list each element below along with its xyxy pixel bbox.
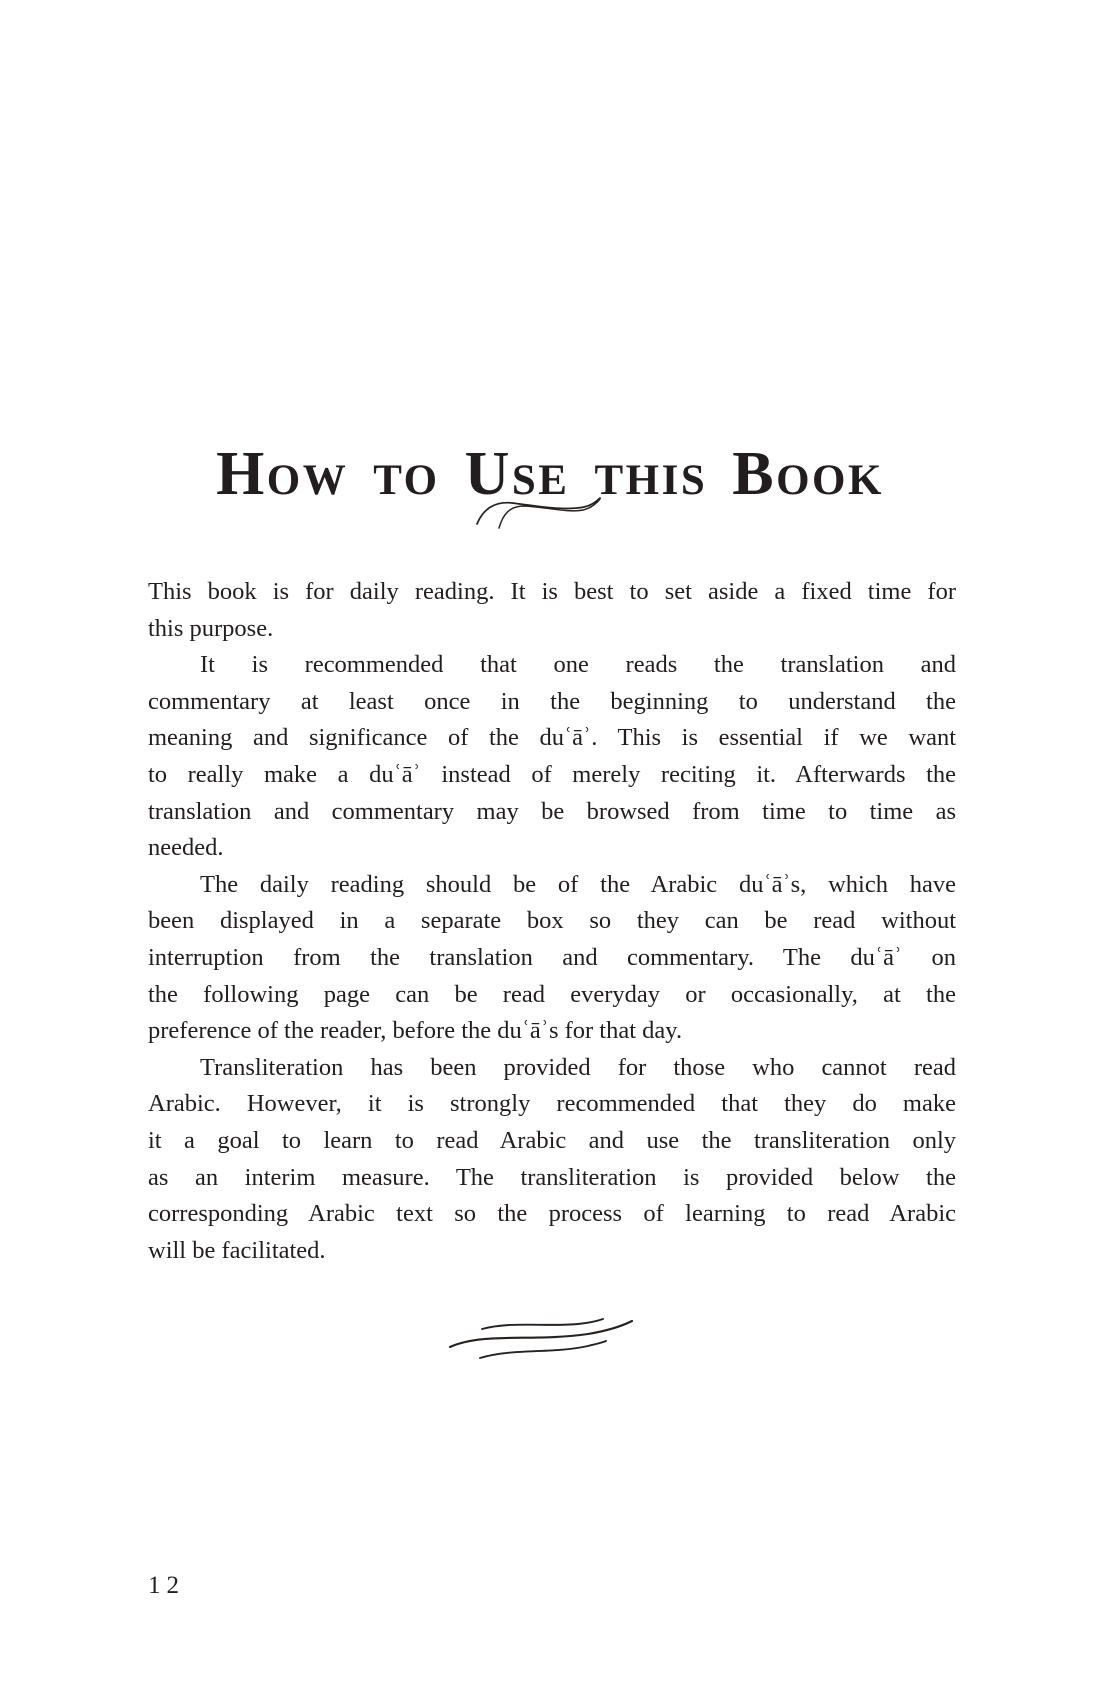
body-line: been displayed in a separate box so they can be read without — [148, 907, 956, 935]
end-flourish-ornament — [448, 1318, 634, 1362]
paragraph — [148, 867, 956, 1050]
body-line: the following page can be read everyday or occasionally, at the — [148, 980, 956, 1008]
body-line: interruption from the translation and commentary. The duʿāʾ on — [148, 943, 956, 971]
body-line: Arabic. However, it is strongly recommended that they do make — [148, 1090, 956, 1118]
paragraph — [148, 647, 956, 867]
paragraph — [148, 1050, 956, 1270]
body-text — [148, 574, 956, 1269]
paragraph — [148, 574, 956, 647]
body-line: Transliteration has been provided for those who cannot read — [200, 1053, 956, 1081]
body-line: This book is for daily reading. It is best to set aside a fixed time for — [148, 578, 956, 605]
title-flourish-ornament — [474, 494, 602, 530]
body-line: preference of the reader, before the duʿāʾs for that day. — [148, 1017, 683, 1045]
body-line: The daily reading should be of the Arabic duʿāʾs, which have — [200, 870, 956, 898]
body-line: will be facilitated. — [148, 1236, 326, 1264]
body-line: meaning and significance of the duʿāʾ. This is essential if we want — [148, 724, 956, 752]
body-line: corresponding Arabic text so the process of learning to read Arabic — [148, 1200, 956, 1228]
chapter-title: How to Use this Book — [216, 439, 884, 508]
body-line: as an interim measure. The transliteration is provided below the — [148, 1163, 956, 1191]
body-line: this purpose. — [148, 614, 274, 642]
body-line: needed. — [148, 834, 224, 862]
body-line: it a goal to learn to read Arabic and use the transliteration only — [148, 1126, 956, 1154]
page-number: 12 — [148, 1572, 185, 1599]
body-line: commentary at least once in the beginning to understand the — [148, 687, 956, 715]
body-line: It is recommended that one reads the translation and — [200, 651, 956, 679]
body-line: to really make a duʿāʾ instead of merely reciting it. Afterwards the — [148, 760, 956, 788]
body-line: translation and commentary may be browsed from time to time as — [148, 797, 956, 825]
